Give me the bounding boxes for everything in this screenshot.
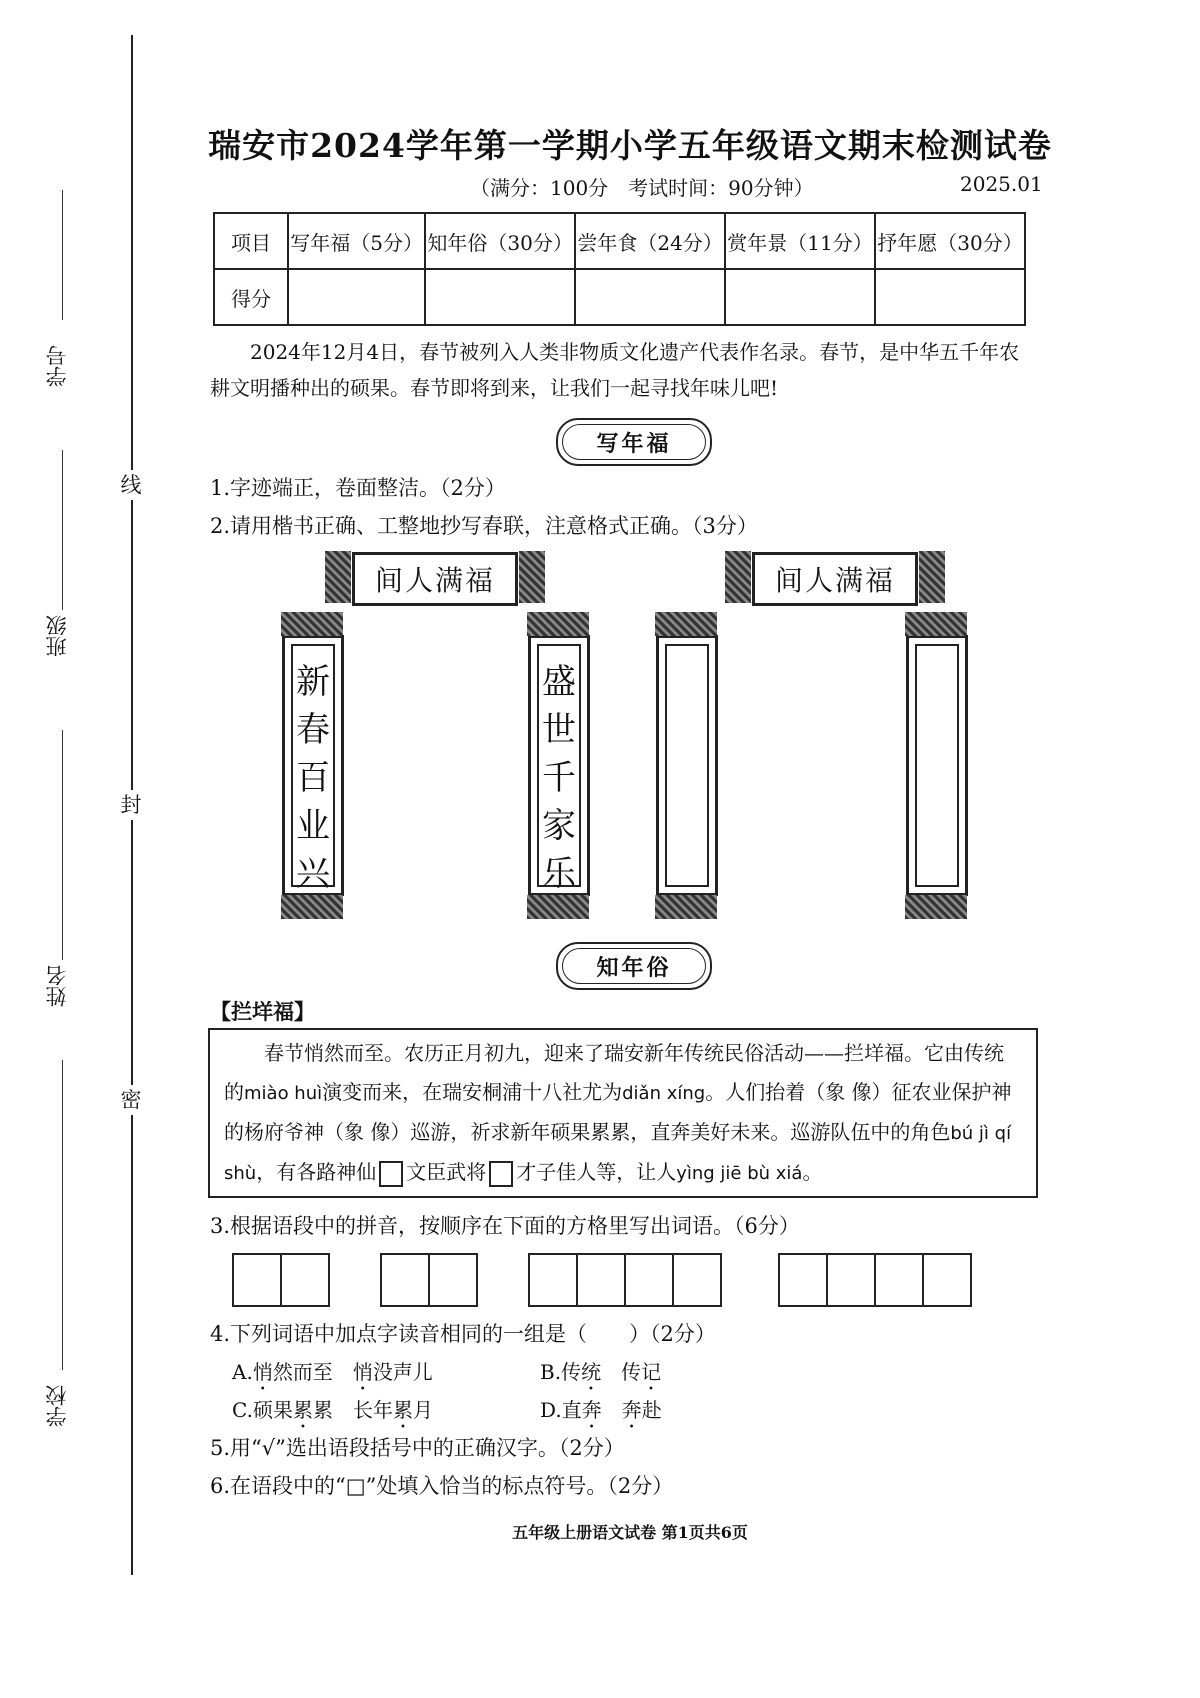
couplet-char: 业 bbox=[296, 806, 330, 846]
answer-boxes-word-1[interactable] bbox=[234, 1253, 330, 1307]
answer-box[interactable] bbox=[380, 1253, 430, 1307]
couplet-horizontal-text: 间人满福 bbox=[374, 564, 495, 597]
option-label: B. bbox=[540, 1360, 562, 1384]
dotted-char: 统 bbox=[581, 1360, 602, 1384]
couplet-left-text bbox=[285, 658, 341, 898]
scroll-cap-ornament bbox=[325, 551, 351, 603]
binding-char-mi: 密 bbox=[116, 1085, 146, 1115]
pinyin-text: yìng jiē bù xiá bbox=[676, 1163, 803, 1184]
passage-text: 春节悄然而至。农历正月初九，迎来了瑞安新年传统民俗活动——拦垟福。它由传统的 bbox=[224, 1041, 1004, 1104]
label-class: 班级 bbox=[45, 615, 69, 657]
scroll-cap-ornament bbox=[519, 551, 545, 603]
option-label: A. bbox=[232, 1360, 253, 1384]
answer-box[interactable] bbox=[672, 1253, 722, 1307]
passage-text: 。人们抬着（象 像）征农业保护神的杨府爷神（象 像）巡游，祈求新年硕果累累，直奔美好未来。巡游队伍中的角色 bbox=[224, 1080, 1012, 1144]
section-banner-label: 写年福 bbox=[596, 430, 672, 457]
dotted-char: 悄 bbox=[352, 1360, 373, 1384]
couplet-char: 乐 bbox=[542, 854, 576, 894]
table-header-cell: 项目 bbox=[214, 213, 288, 269]
option-c[interactable] bbox=[232, 1394, 433, 1433]
score-table bbox=[213, 212, 1026, 326]
couplet-char: 盛 bbox=[542, 662, 576, 702]
section-banner-customs bbox=[556, 942, 712, 990]
couplet-char: 世 bbox=[542, 710, 576, 750]
question-5: 5.用“√”选出语段括号中的正确汉字。（2分） bbox=[210, 1436, 625, 1460]
blank-line-school[interactable] bbox=[62, 1060, 63, 1370]
table-header-cell: 尝年食（24分） bbox=[575, 213, 725, 269]
label-school: 学校 bbox=[45, 1385, 69, 1427]
couplet-char: 百 bbox=[296, 758, 330, 798]
answer-box[interactable] bbox=[874, 1253, 924, 1307]
answer-box[interactable] bbox=[232, 1253, 282, 1307]
scroll-cap-ornament bbox=[281, 895, 343, 919]
answer-box[interactable] bbox=[576, 1253, 626, 1307]
punctuation-blank-box[interactable] bbox=[379, 1161, 403, 1187]
blank-line-student-id[interactable] bbox=[62, 190, 63, 320]
score-cell[interactable] bbox=[288, 269, 425, 325]
label-student-id: 学号 bbox=[45, 345, 69, 387]
label-name: 姓名 bbox=[45, 965, 69, 1007]
binding-char-xian: 线 bbox=[116, 470, 146, 500]
blank-line-class[interactable] bbox=[62, 450, 63, 610]
question-2: 2.请用楷书正确、工整地抄写春联，注意格式正确。（3分） bbox=[210, 514, 758, 538]
couplet-left-sample bbox=[282, 635, 344, 896]
dotted-char: 奔 bbox=[621, 1398, 642, 1422]
blank-line-name[interactable] bbox=[62, 730, 63, 960]
answer-box[interactable] bbox=[280, 1253, 330, 1307]
score-cell[interactable] bbox=[875, 269, 1025, 325]
couplet-left-answer-box[interactable] bbox=[656, 635, 718, 896]
question-3: 3.根据语段中的拼音，按顺序在下面的方格里写出词语。（6分） bbox=[210, 1214, 800, 1238]
scroll-cap-ornament bbox=[655, 612, 717, 636]
option-a[interactable] bbox=[232, 1356, 433, 1395]
table-header-cell: 抒年愿（30分） bbox=[875, 213, 1025, 269]
score-cell[interactable] bbox=[425, 269, 575, 325]
table-row bbox=[214, 213, 1025, 269]
answer-write-area[interactable] bbox=[665, 644, 709, 887]
passage-text: 。 bbox=[802, 1160, 823, 1184]
couplet-char: 兴 bbox=[296, 854, 330, 894]
page-title: 瑞安市2024学年第一学期小学五年级语文期末检测试卷 bbox=[208, 126, 1052, 165]
couplet-right-answer-box[interactable] bbox=[906, 635, 968, 896]
dotted-char: 累 bbox=[392, 1398, 413, 1422]
table-header-cell: 写年福（5分） bbox=[288, 213, 425, 269]
couplet-right-sample bbox=[528, 635, 590, 896]
answer-boxes-word-2[interactable] bbox=[382, 1253, 478, 1307]
score-cell[interactable] bbox=[725, 269, 875, 325]
dotted-char: 累 bbox=[292, 1398, 313, 1422]
option-text: 传 bbox=[561, 1360, 582, 1384]
answer-box[interactable] bbox=[528, 1253, 578, 1307]
section-banner-write bbox=[556, 418, 712, 466]
passage-text: ，有各路神仙 bbox=[256, 1160, 377, 1184]
option-text: 直 bbox=[561, 1398, 582, 1422]
reading-passage bbox=[208, 1028, 1038, 1198]
page-footer: 五年级上册语文试卷 第1页共6页 bbox=[512, 1523, 748, 1542]
option-text: 赴 bbox=[641, 1398, 662, 1422]
section-banner-label: 知年俗 bbox=[596, 954, 672, 981]
option-text: 累 bbox=[312, 1398, 333, 1422]
scroll-cap-ornament bbox=[725, 551, 751, 603]
dotted-char: 悄 bbox=[252, 1360, 273, 1384]
binding-char-feng: 封 bbox=[116, 790, 146, 820]
option-b[interactable] bbox=[540, 1356, 661, 1395]
option-text: 然而至 bbox=[272, 1360, 333, 1384]
couplet-char: 千 bbox=[542, 758, 576, 798]
table-header-cell: 赏年景（11分） bbox=[725, 213, 875, 269]
answer-boxes-word-4[interactable] bbox=[780, 1253, 972, 1307]
question-6: 6.在语段中的“□”处填入恰当的标点符号。（2分） bbox=[210, 1474, 674, 1498]
intro-paragraph: 2024年12月4日，春节被列入人类非物质文化遗产代表作名录。春节，是中华五千年农耕文明播种出的硕果。春节即将到来，让我们一起寻找年味儿吧! bbox=[210, 340, 1020, 400]
table-header-cell: 知年俗（30分） bbox=[425, 213, 575, 269]
couplet-right-text bbox=[531, 658, 587, 898]
option-text: 硕果 bbox=[252, 1398, 293, 1422]
couplet-horizontal-copy bbox=[752, 552, 918, 606]
option-label: D. bbox=[540, 1398, 562, 1422]
exam-info: （满分：100分 考试时间：90分钟） bbox=[470, 176, 814, 200]
question-4: 4.下列词语中加点字读音相同的一组是（ ）（2分） bbox=[210, 1322, 716, 1346]
passage-text: 文臣武将 bbox=[406, 1160, 487, 1184]
option-text: 没声儿 bbox=[372, 1360, 433, 1384]
answer-boxes-word-3[interactable] bbox=[530, 1253, 722, 1307]
scroll-cap-ornament bbox=[919, 551, 945, 603]
answer-box[interactable] bbox=[922, 1253, 972, 1307]
dotted-char: 奔 bbox=[581, 1398, 602, 1422]
table-row bbox=[214, 269, 1025, 325]
option-label: C. bbox=[232, 1398, 253, 1422]
answer-box[interactable] bbox=[624, 1253, 674, 1307]
couplet-horizontal-sample bbox=[352, 552, 518, 606]
passage-text: 演变而来，在瑞安桐浦十八社尤为 bbox=[322, 1080, 623, 1104]
passage-text: 才子佳人等，让人 bbox=[516, 1160, 677, 1184]
dotted-char: 记 bbox=[641, 1360, 662, 1384]
pinyin-text: bú jì qí shù bbox=[224, 1123, 1012, 1184]
scroll-cap-ornament bbox=[905, 895, 967, 919]
pinyin-text: diǎn xíng bbox=[622, 1083, 706, 1104]
couplet-char: 春 bbox=[296, 710, 330, 750]
score-cell[interactable] bbox=[575, 269, 725, 325]
couplet-char: 家 bbox=[542, 806, 576, 846]
option-text: 月 bbox=[412, 1398, 433, 1422]
scroll-cap-ornament bbox=[905, 612, 967, 636]
scroll-cap-ornament bbox=[281, 612, 343, 636]
option-text: 长年 bbox=[352, 1398, 393, 1422]
passage-tag: 【拦垟福】 bbox=[210, 999, 315, 1024]
scroll-cap-ornament bbox=[527, 612, 589, 636]
pinyin-text: miào huì bbox=[244, 1083, 323, 1104]
couplet-horizontal-text: 间人满福 bbox=[774, 564, 895, 597]
answer-write-area[interactable] bbox=[915, 644, 959, 887]
answer-box[interactable] bbox=[826, 1253, 876, 1307]
scroll-cap-ornament bbox=[527, 895, 589, 919]
punctuation-blank-box[interactable] bbox=[489, 1161, 513, 1187]
answer-box[interactable] bbox=[778, 1253, 828, 1307]
exam-date: 2025.01 bbox=[960, 172, 1043, 196]
answer-box[interactable] bbox=[428, 1253, 478, 1307]
table-header-cell: 得分 bbox=[214, 269, 288, 325]
scroll-cap-ornament bbox=[655, 895, 717, 919]
option-text: 传 bbox=[621, 1360, 642, 1384]
option-d[interactable] bbox=[540, 1394, 662, 1433]
question-1: 1.字迹端正，卷面整洁。（2分） bbox=[210, 476, 506, 500]
couplet-char: 新 bbox=[296, 662, 330, 702]
